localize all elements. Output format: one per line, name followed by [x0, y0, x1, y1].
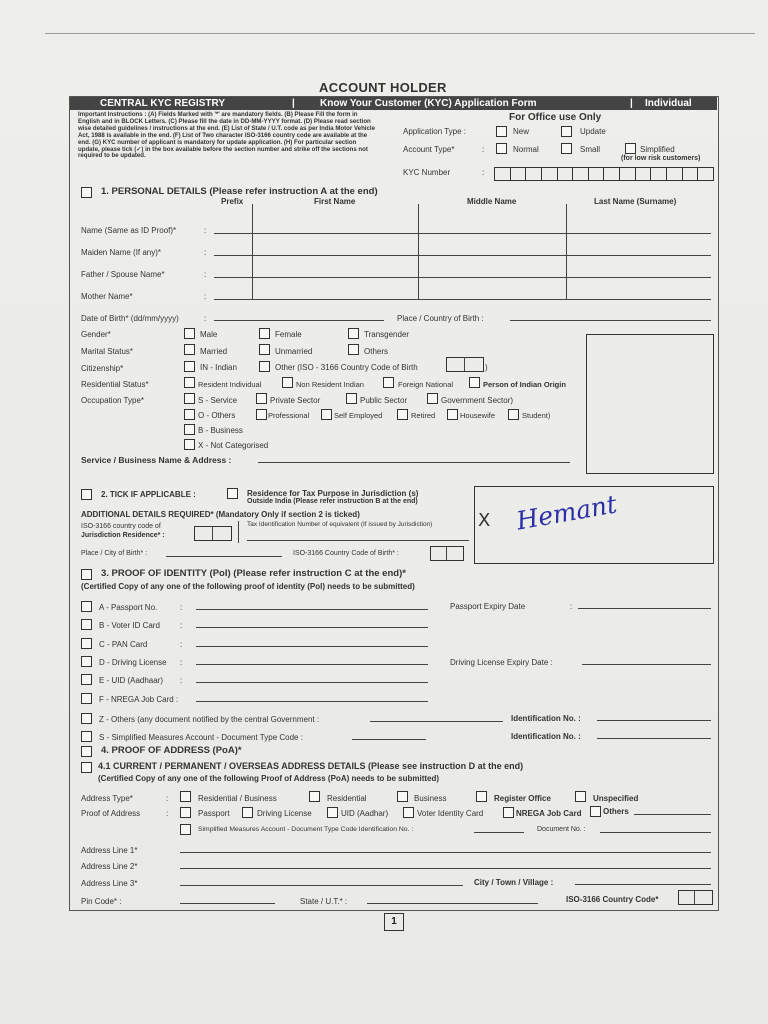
register-office-label: Register Office [494, 794, 551, 803]
outside-india-label: Outside India (Please refer instruction B at the end) [247, 498, 418, 505]
residential-status-label: Residential Status* [81, 380, 149, 389]
dl-expiry-input[interactable] [582, 664, 711, 665]
maiden-name-label: Maiden Name (If any)* [81, 248, 162, 257]
name-column-divider [418, 204, 419, 300]
colon: : [180, 603, 183, 612]
mother-name-label: Mother Name* [81, 292, 133, 301]
father-spouse-input[interactable] [214, 277, 711, 278]
close-paren: ) [485, 363, 488, 372]
colon: : [204, 248, 207, 257]
jurisdiction-label: Jurisdiction Residence* : [81, 532, 165, 539]
poa-subheading: (Certified Copy of any one of the following Proof of Address (PoA) needs to be submitted) [98, 774, 440, 783]
other-citizenship-checkbox[interactable] [259, 361, 270, 372]
new-label: New [513, 127, 530, 136]
kyc-number-colon: : [482, 168, 485, 177]
new-checkbox[interactable] [496, 126, 507, 137]
pan-card-input[interactable] [196, 646, 428, 647]
first-name-column: First Name [314, 197, 356, 206]
others-marital-label: Others [364, 347, 389, 356]
housewife-label: Housewife [460, 411, 496, 420]
residential-business-checkbox[interactable] [180, 791, 191, 802]
unspecified-checkbox[interactable] [575, 791, 586, 802]
citizenship-label: Citizenship* [81, 364, 124, 373]
unspecified-label: Unspecified [593, 794, 639, 803]
identification-no-label-2: Identification No. : [511, 732, 581, 741]
code-box-divider [212, 526, 213, 540]
housewife-checkbox[interactable] [447, 409, 458, 420]
passport-input[interactable] [196, 609, 428, 610]
simplified-doc-input[interactable] [352, 739, 426, 740]
last-name-column: Last Name (Surname) [594, 197, 677, 206]
colon: : [180, 658, 183, 667]
identification-no-input[interactable] [597, 720, 711, 721]
iso-birth-label: ISO-3166 Country Code of Birth* : [293, 550, 399, 557]
marital-status-label: Marital Status* [81, 347, 134, 356]
tax-residence-checkbox[interactable] [227, 488, 238, 499]
student-checkbox[interactable] [508, 409, 519, 420]
foreign-national-label: Foreign National [398, 380, 454, 389]
indian-label: IN - Indian [200, 363, 237, 372]
colon: : [204, 314, 207, 323]
simplified-doc-checkbox[interactable] [81, 731, 92, 742]
document-no-label: Document No. : [537, 826, 586, 833]
other-doc-input[interactable] [370, 721, 503, 722]
private-sector-checkbox[interactable] [256, 393, 267, 404]
others-marital-checkbox[interactable] [348, 344, 359, 355]
nrega-label: F - NREGA Job Card : [99, 695, 179, 704]
place-city-birth-input[interactable] [166, 556, 282, 557]
pin-code-label: Pin Code* : [81, 897, 122, 906]
code-box-divider [694, 890, 695, 904]
service-business-label: Service / Business Name & Address : [81, 455, 232, 465]
section4-checkbox[interactable] [81, 746, 92, 757]
unmarried-checkbox[interactable] [259, 344, 270, 355]
kyc-number-input[interactable] [494, 167, 714, 181]
poa-others-input[interactable] [634, 814, 711, 815]
colon: : [166, 809, 169, 818]
simplified-label: Simplified [640, 145, 675, 154]
service-business-input[interactable] [258, 462, 570, 463]
male-label: Male [200, 330, 218, 339]
poa-passport-checkbox[interactable] [180, 807, 191, 818]
important-instructions: Important Instructions : (A) Fields Marked with '*' are mandatory fields. (B) Please Fill the form in English and in BLOCK Letters. (C) Please fill the date in DD-MM-YYYY format. (D) Please read section wise detailed guidelines / instructions at the end. (E) List of State / U.T. code as per India Motor Vehicle Act, 1988 is available in the end. (F) List of Two character ISO-3166 country code are available at the end. (G) KYC number of applicant is mandatory for update application. (H) For particular section update, please tick (✓) in the box available before the section number and strike off the sections not required to be updated. [78, 111, 375, 160]
student-label: Student) [522, 411, 551, 420]
address-line2-label: Address Line 2* [81, 862, 138, 871]
resident-individual-label: Resident Individual [198, 380, 262, 389]
poa-driving-license-label: Driving License [257, 809, 312, 818]
poa-others-label: Others [603, 807, 629, 816]
code-box-divider [446, 546, 447, 560]
resident-individual-checkbox[interactable] [184, 377, 195, 388]
address-details-checkbox[interactable] [81, 762, 92, 773]
additional-details-label: ADDITIONAL DETAILS REQUIRED* (Mandatory Only if section 2 is ticked) [81, 510, 360, 519]
voter-id-checkbox[interactable] [81, 619, 92, 630]
place-country-birth-input[interactable] [510, 320, 711, 321]
indian-checkbox[interactable] [184, 361, 195, 372]
occupation-type-label: Occupation Type* [81, 396, 145, 405]
update-label: Update [580, 127, 606, 136]
city-label: City / Town / Village : [474, 878, 554, 887]
section3-checkbox[interactable] [81, 569, 92, 580]
normal-label: Normal [513, 145, 539, 154]
pin-code-input[interactable] [180, 903, 275, 904]
application-type-label: Application Type : [403, 127, 467, 136]
colon: : [204, 270, 207, 279]
others-occupation-label: O - Others [198, 411, 236, 420]
kyc-number-label: KYC Number [403, 168, 451, 177]
retired-checkbox[interactable] [397, 409, 408, 420]
name-input[interactable] [214, 233, 711, 234]
passport-expiry-input[interactable] [578, 608, 711, 609]
pan-card-label: C - PAN Card [99, 640, 148, 649]
name-column-divider [252, 204, 253, 300]
uid-label: E - UID (Aadhaar) [99, 676, 164, 685]
dob-label: Date of Birth* (dd/mm/yyyy) [81, 314, 179, 323]
simplified-measures-checkbox[interactable] [180, 824, 191, 835]
register-office-checkbox[interactable] [476, 791, 487, 802]
tick-applicable-heading: 2. TICK IF APPLICABLE : [101, 490, 196, 499]
nrega-checkbox[interactable] [81, 693, 92, 704]
residential-checkbox[interactable] [309, 791, 320, 802]
married-checkbox[interactable] [184, 344, 195, 355]
prefix-column: Prefix [221, 197, 244, 206]
other-doc-label: Z - Others (any document notified by the central Government : [99, 715, 320, 724]
colon: : [204, 226, 207, 235]
private-sector-label: Private Sector [270, 396, 321, 405]
female-checkbox[interactable] [259, 328, 270, 339]
place-country-birth-label: Place / Country of Birth : [397, 314, 484, 323]
driving-license-input[interactable] [196, 664, 428, 665]
address-line1-input[interactable] [180, 852, 711, 853]
poa-nrega-label: NREGA Job Card [516, 809, 582, 818]
office-use-heading: For Office use Only [509, 112, 602, 123]
banner-separator: | [292, 98, 295, 109]
address-line3-input[interactable] [180, 885, 463, 886]
nri-checkbox[interactable] [282, 377, 293, 388]
address-line3-label: Address Line 3* [81, 879, 138, 888]
iso-country-input[interactable] [678, 890, 713, 905]
section1-checkbox[interactable] [81, 187, 92, 198]
business-address-label: Business [414, 794, 447, 803]
voter-id-input[interactable] [196, 627, 428, 628]
poa-passport-label: Passport [198, 809, 230, 818]
proof-of-address-label: Proof of Address [81, 809, 141, 818]
others-occupation-checkbox[interactable] [184, 409, 195, 420]
other-doc-checkbox[interactable] [81, 713, 92, 724]
poa-voter-label: Voter Identity Card [417, 809, 484, 818]
section2-checkbox[interactable] [81, 489, 92, 500]
nri-label: Non Resident Indian [296, 380, 364, 389]
name-column-divider [566, 204, 567, 300]
dob-input[interactable] [214, 320, 384, 321]
tin-divider [238, 521, 239, 543]
account-type-colon: : [482, 145, 485, 154]
passport-checkbox[interactable] [81, 601, 92, 612]
city-input[interactable] [575, 884, 711, 885]
pio-label: Person of Indian Origin [483, 380, 566, 389]
other-citizenship-label: Other (ISO - 3166 Country Code of Birth [275, 363, 418, 372]
banner-individual: Individual [645, 98, 692, 109]
poi-subheading: (Certified Copy of any one of the following proof of identity (PoI) needs to be submitted) [81, 582, 415, 591]
public-sector-checkbox[interactable] [346, 393, 357, 404]
address-details-heading: 4.1 CURRENT / PERMANENT / OVERSEAS ADDRESS DETAILS (Please see instruction D at the end) [98, 761, 524, 771]
professional-label: Professional [268, 411, 310, 420]
mother-name-input[interactable] [214, 299, 711, 300]
uid-checkbox[interactable] [81, 674, 92, 685]
small-checkbox[interactable] [561, 143, 572, 154]
tin-label: Tax Identification Number of equivalent (If issued by Jurisdiction) [247, 521, 433, 528]
form-title: ACCOUNT HOLDER [319, 80, 447, 95]
small-label: Small [580, 145, 601, 154]
unmarried-label: Unmarried [275, 347, 313, 356]
male-checkbox[interactable] [184, 328, 195, 339]
foreign-national-checkbox[interactable] [383, 377, 394, 388]
personal-details-heading: 1. PERSONAL DETAILS (Please refer instruction A at the end) [101, 186, 378, 197]
update-checkbox[interactable] [561, 126, 572, 137]
tax-residence-label: Residence for Tax Purpose in Jurisdiction (s) [247, 489, 419, 498]
applicant-signature: Hemant [514, 489, 620, 536]
driving-license-label: D - Driving License [99, 658, 167, 667]
document-no-input[interactable] [600, 832, 711, 833]
nrega-input[interactable] [196, 701, 428, 702]
account-type-label: Account Type* [403, 145, 455, 154]
business-address-checkbox[interactable] [397, 791, 408, 802]
residential-label: Residential [327, 794, 367, 803]
poa-uid-checkbox[interactable] [327, 807, 338, 818]
code-box-divider [464, 357, 465, 371]
tin-input[interactable] [247, 540, 469, 541]
proof-of-identity-heading: 3. PROOF OF IDENTITY (PoI) (Please refer instruction C at the end)* [101, 568, 406, 579]
address-line1-label: Address Line 1* [81, 846, 138, 855]
married-label: Married [200, 347, 228, 356]
banner-separator-2: | [630, 98, 633, 109]
identification-no-input-2[interactable] [597, 738, 711, 739]
professional-checkbox[interactable] [256, 409, 267, 420]
not-categorised-checkbox[interactable] [184, 439, 195, 450]
colon: : [180, 676, 183, 685]
iso-country-label: ISO-3166 Country Code* [566, 895, 659, 904]
simplified-checkbox[interactable] [625, 143, 636, 154]
maiden-name-input[interactable] [214, 255, 711, 256]
identification-no-label: Identification No. : [511, 714, 581, 723]
retired-label: Retired [411, 411, 436, 420]
simplified-doc-label: S - Simplified Measures Account - Document Type Code : [99, 733, 303, 742]
government-sector-checkbox[interactable] [427, 393, 438, 404]
colon: : [204, 292, 207, 301]
form-banner [70, 97, 717, 110]
banner-form-name: Know Your Customer (KYC) Application Form [320, 98, 537, 109]
photo-box [586, 334, 714, 474]
business-label: B - Business [198, 426, 243, 435]
passport-expiry-label: Passport Expiry Date [450, 602, 526, 611]
self-employed-checkbox[interactable] [321, 409, 332, 420]
page-number: 1 [384, 913, 404, 931]
female-label: Female [275, 330, 302, 339]
pio-checkbox[interactable] [469, 377, 480, 388]
low-risk-note: (for low risk customers) [621, 155, 701, 162]
simplified-measures-label: Simplified Measures Account - Document Type Code Identification No. : [198, 826, 414, 833]
father-spouse-label: Father / Spouse Name* [81, 270, 165, 279]
passport-label: A - Passport No. [99, 603, 158, 612]
service-checkbox[interactable] [184, 393, 195, 404]
poa-driving-license-checkbox[interactable] [242, 807, 253, 818]
self-employed-label: Self Employed [334, 411, 383, 420]
middle-name-column: Middle Name [467, 197, 517, 206]
government-sector-label: Government Sector) [441, 396, 514, 405]
address-type-label: Address Type* [81, 794, 133, 803]
state-label: State / U.T.* : [300, 897, 348, 906]
iso-code-label: ISO-3166 country code of [81, 523, 161, 530]
service-label: S - Service [198, 396, 238, 405]
banner-registry: CENTRAL KYC REGISTRY [100, 98, 226, 109]
proof-of-address-heading: 4. PROOF OF ADDRESS (PoA)* [101, 745, 242, 756]
citizenship-country-code-input[interactable] [446, 357, 484, 372]
voter-id-label: B - Voter ID Card [99, 621, 160, 630]
simplified-measures-input[interactable] [474, 832, 524, 833]
poa-uid-label: UID (Aadhar) [341, 809, 389, 818]
colon: : [180, 621, 183, 630]
normal-checkbox[interactable] [496, 143, 507, 154]
transgender-label: Transgender [364, 330, 410, 339]
signature-mark: X [478, 510, 491, 531]
name-label: Name (Same as ID Proof)* [81, 226, 177, 235]
address-line2-input[interactable] [180, 868, 711, 869]
residential-business-label: Residential / Business [198, 794, 277, 803]
pan-card-checkbox[interactable] [81, 638, 92, 649]
page-top-rule [45, 33, 755, 34]
colon: : [570, 602, 573, 611]
poa-voter-checkbox[interactable] [403, 807, 414, 818]
colon: : [180, 640, 183, 649]
place-city-birth-label: Place / City of Birth* : [81, 550, 148, 557]
transgender-checkbox[interactable] [348, 328, 359, 339]
dl-expiry-label: Driving License Expiry Date : [450, 658, 553, 667]
jurisdiction-code-input[interactable] [194, 526, 232, 541]
gender-label: Gender* [81, 330, 111, 339]
uid-input[interactable] [196, 682, 428, 683]
colon: : [166, 794, 169, 803]
state-input[interactable] [367, 903, 538, 904]
not-categorised-label: X - Not Categorised [198, 441, 269, 450]
iso-birth-input[interactable] [430, 546, 464, 561]
public-sector-label: Public Sector [360, 396, 408, 405]
business-checkbox[interactable] [184, 424, 195, 435]
driving-license-checkbox[interactable] [81, 656, 92, 667]
poa-others-checkbox[interactable] [590, 806, 601, 817]
poa-nrega-checkbox[interactable] [503, 807, 514, 818]
